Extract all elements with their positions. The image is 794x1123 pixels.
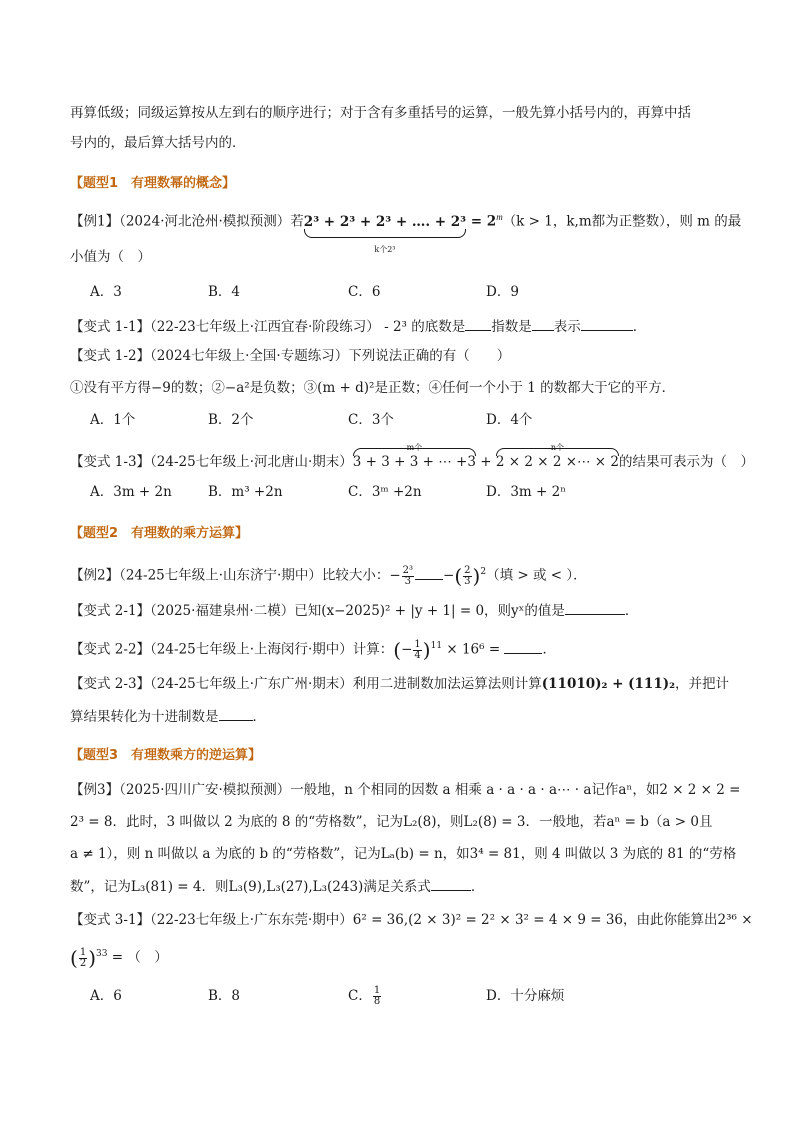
variant-2-1: 【变式 2-1】（2025·福建泉州·二模）已知(x−2025)² + |y + 1| = 0，则yˣ的值是 ． (70, 600, 638, 621)
example-3-line-4: 数”，记为L₃(81) = 4．则L₃(9),L₃(27),L₃(243)满足关系式 ． (70, 876, 484, 897)
fraction: $\frac{1}{4}$ (414, 638, 421, 661)
variant-2-2: 【变式 2-2】（24-25七年级上·上海闵行·期中）计算：(− $\frac{1}{4}$ )$^{11}$ × 16⁶ = ． (70, 638, 556, 662)
answer-blank[interactable] (431, 876, 471, 891)
example-tag: 【例1】 (70, 213, 120, 230)
overbrace-label: n个 (550, 443, 565, 452)
section-title-1: 【题型1 有理数幂的概念】 (70, 176, 236, 191)
option-a: A．1个 (90, 412, 136, 428)
option-b: B．m³ +2n (208, 484, 283, 500)
option-c: C． $\frac{1}{8}$ (348, 985, 381, 1007)
variant-1-2: 【变式 1-2】（2024七年级上·全国·专题练习）下列说法正确的有（ ） (70, 348, 511, 364)
answer-blank[interactable] (219, 706, 253, 721)
option-a: A．3 (90, 284, 122, 300)
fraction: $\frac{1}{2}$ (79, 946, 87, 969)
intro-line-2: 号内的，最后算大括号内的． (70, 135, 246, 151)
section-title-3: 【题型3 有理数乘方的逆运算】 (70, 748, 262, 763)
fraction: $\frac{1}{8}$ (373, 985, 381, 1007)
example-3-line-2: 2³ = 8．此时，3 叫做以 2 为底的 8 的“劳格数”，记为L₂(8)，则L₂(8) = 3．一般地，若aⁿ = b（a > 0且 (70, 814, 713, 830)
variant-3-1-line-2: ( $\frac{1}{2}$ )$^{33}$ = （ ） (70, 946, 168, 970)
answer-blank[interactable] (465, 316, 491, 331)
answer-blank[interactable] (504, 639, 542, 654)
variant-1-2-statements: ①没有平方得−9的数；②−a²是负数；③(m + d)²是正数；④任何一个小于 1 的数都大于它的平方． (70, 380, 676, 396)
overbrace-expression: n个 2 × 2 × 2 ×⋯ × 2 (496, 452, 619, 472)
variant-2-3-line-2: 算结果转化为十进制数是 ． (70, 706, 266, 727)
option-c: C．6 (348, 284, 381, 300)
overbrace-label: m个 (406, 443, 423, 452)
option-d: D．3m + 2ⁿ (486, 484, 567, 500)
fraction: $\frac{\text{2³}}{3}$ (402, 564, 414, 587)
section-title-2: 【题型2 有理数的乘方运算】 (70, 526, 249, 541)
example-2: 【例2】（24-25七年级上·山东济宁·期中）比较大小：− $\frac{\text{2³}}{3}$ −( $\frac{2}{3}$ )$^2$（填 > 或 < ）． (70, 564, 587, 588)
option-a: A．3m + 2n (90, 484, 172, 500)
overbrace-expression: m个 3 + 3 + 3 + ⋯ +3 (353, 452, 476, 472)
option-c: C．3个 (348, 412, 394, 428)
answer-blank[interactable] (581, 316, 633, 331)
example-3-line-3: a ≠ 1），则 n 叫做以 a 为底的 b 的“劳格数”，记为Lₐ(b) = n，如3⁴ = 81，则 4 叫做以 3 为底的 81 的“劳格 (70, 846, 737, 862)
fraction: $\frac{2}{3}$ (464, 564, 471, 587)
example-source: （2024·河北沧州·模拟预测）若 (119, 213, 304, 230)
option-d: D．4个 (486, 412, 533, 428)
option-c: C．3ᵐ +2n (348, 484, 422, 500)
option-b: B．4 (208, 284, 241, 300)
example-1: 【例1】（2024·河北沧州·模拟预测）若2³ + 2³ + 2³ + …. + 2³ k个2³ = $2^m(k > 1$，k,m都为正整数），则 m 的最 (70, 207, 741, 232)
variant-3-1: 【变式 3-1】（22-23七年级上·广东东莞·期中）6² = 36,(2 × 3)² = 2² × 3² = 4 × 9 = 36，由此你能算出2³⁶ × (70, 912, 753, 928)
underbrace-expression: 2³ + 2³ + 2³ + …. + 2³ k个2³ (304, 212, 466, 232)
option-b: B．2个 (208, 412, 254, 428)
underbrace-label: k个2³ (374, 244, 396, 254)
answer-blank[interactable] (415, 565, 443, 580)
example-1-line-2: 小值为（ ） (70, 249, 151, 265)
variant-1-3: 【变式 1-3】（24-25七年级上·河北唐山·期末） m个 3 + 3 + 3 + ⋯ +3 + n个 2 × 2 × 2 ×⋯ × 2的结果可表示为（ ） (70, 452, 754, 472)
intro-line-1: 再算低级；同级运算按从左到右的顺序进行；对于含有多重括号的运算，一般先算小括号内的，再算中括 (70, 105, 691, 121)
variant-2-3: 【变式 2-3】（24-25七年级上·广东广州·期末）利用二进制数加法运算法则计算(11010)₂ + (111)₂，并把计 (70, 676, 730, 692)
option-d: D．9 (486, 284, 519, 300)
option-d: D．十分麻烦 (486, 988, 565, 1004)
answer-blank[interactable] (565, 600, 625, 615)
option-b: B．8 (208, 988, 241, 1004)
example-3: 【例3】（2025·四川广安·模拟预测）一般地，n 个相同的因数 a 相乘 a · a · a · a⋯ · a记作aⁿ，如2 × 2 × 2 = (70, 782, 741, 798)
example-condition: （k > 1，k,m都为正整数 (502, 213, 660, 230)
variant-1-1: 【变式 1-1】（22-23七年级上·江西宜春·阶段练习） - 2³ 的底数是 指数是 表示 ． (70, 316, 646, 337)
answer-blank[interactable] (532, 316, 554, 331)
option-a: A．6 (90, 988, 122, 1004)
